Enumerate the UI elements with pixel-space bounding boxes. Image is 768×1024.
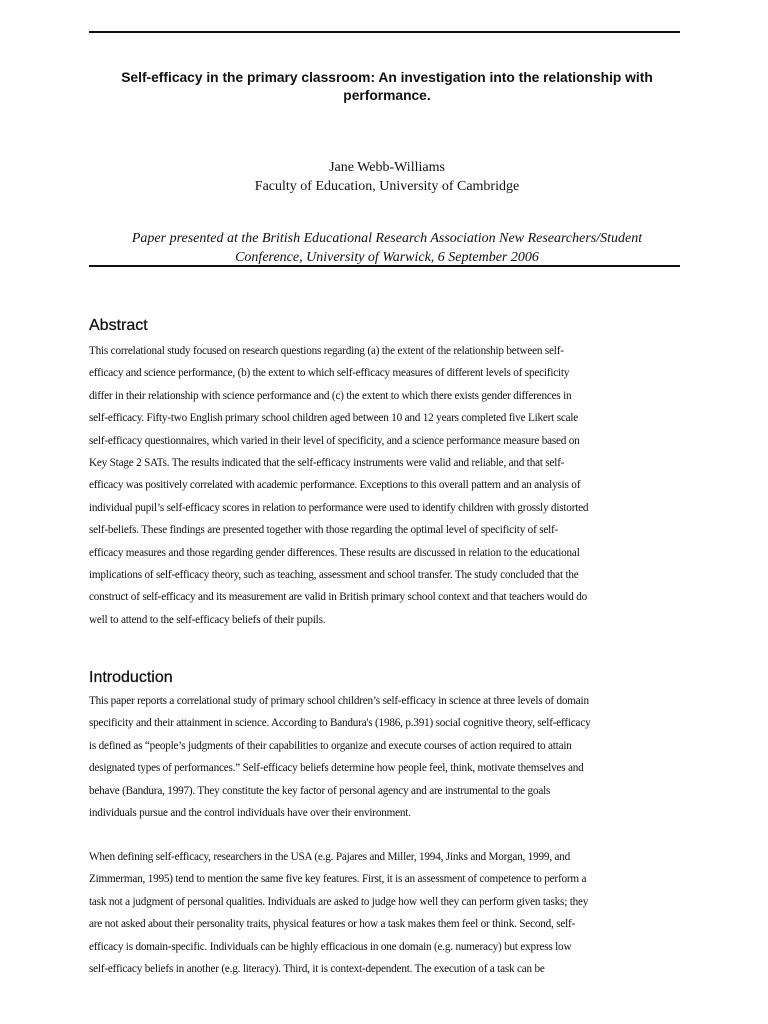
introduction-p2-line: are not asked about their personality traits, physical features or how a task makes them feel or think. Second, self- — [89, 918, 576, 931]
paper-title — [92, 69, 682, 105]
introduction-paragraph-1 — [89, 690, 683, 824]
introduction-p2-line: task not a judgment of personal qualities. Individuals are asked to judge how well they can perform given tasks; they — [89, 895, 589, 908]
abstract-line: efficacy measures and those regarding gender differences. These results are discussed in relation to the educational — [89, 546, 580, 559]
author-affiliation: Faculty of Education, University of Cambridge — [254, 179, 520, 194]
abstract-heading: Abstract — [89, 317, 148, 334]
introduction-p1-line: is defined as “people’s judgments of their capabilities to organize and execute courses of action required to attain — [89, 739, 572, 752]
abstract-line: self-efficacy. Fifty-two English primary school children aged between 10 and 12 years completed five Likert scale — [89, 412, 579, 425]
abstract-line: This correlational study focused on research questions regarding (a) the extent of the relationship between self- — [89, 345, 564, 357]
abstract-line: well to attend to the self-efficacy beliefs of their pupils. — [89, 613, 326, 626]
abstract-line: efficacy and science performance, (b) the extent to which self-efficacy measures of different levels of specificity — [89, 367, 570, 380]
introduction-p1-line: behave (Bandura, 1997). They constitute the key factor of personal agency and are instrumental to the goals — [89, 784, 551, 797]
introduction-p1-line: specificity and their attainment in science. According to Bandura's (1986, p.391) social cognitive theory, self-efficacy — [89, 717, 591, 730]
abstract-line: implications of self-efficacy theory, such as teaching, assessment and school transfer. The study concluded that the — [89, 568, 579, 581]
introduction-paragraph-2 — [89, 846, 683, 980]
introduction-p1-line: individuals pursue and the control individuals have over their environment. — [89, 806, 411, 819]
top-rule — [89, 31, 680, 33]
title-line-2: performance. — [343, 88, 431, 103]
header-bottom-rule — [89, 265, 680, 267]
introduction-p2-line: Zimmerman, 1995) tend to mention the same five key features. First, it is an assessment of competence to perform a — [89, 873, 587, 886]
conference-note — [92, 229, 682, 267]
conference-line-2: Conference, University of Warwick, 6 September 2006 — [235, 250, 539, 265]
abstract-line: self-efficacy questionnaires, which varied in their level of specificity, and a science performance measure based on — [89, 434, 580, 447]
introduction-p1-line: This paper reports a correlational study of primary school children’s self-efficacy in science at three levels of domain — [89, 695, 589, 707]
title-line-1: Self-efficacy in the primary classroom: An investigation into the relationship with — [121, 70, 653, 85]
conference-line-1: Paper presented at the British Educational Research Association New Researchers/Student — [131, 231, 643, 246]
introduction-p2-line: efficacy is domain-specific. Individuals can be highly efficacious in one domain (e.g. numeracy) but express low — [89, 940, 572, 953]
introduction-heading: Introduction — [89, 669, 173, 686]
introduction-p2-line: self-efficacy beliefs in another (e.g. literacy). Third, it is context-dependent. The execution of a task can be — [89, 962, 545, 975]
introduction-p1-line: designated types of performances.” Self-efficacy beliefs determine how people feel, think, motivate themselves and — [89, 762, 584, 775]
abstract-body — [89, 340, 683, 631]
abstract-line: Key Stage 2 SATs. The results indicated that the self-efficacy instruments were valid and reliable, and that self- — [89, 456, 565, 469]
introduction-p2-line: When defining self-efficacy, researchers in the USA (e.g. Pajares and Miller, 1994, Jinks and Morgan, 1999, and — [89, 851, 571, 863]
abstract-line: self-beliefs. These findings are presented together with those regarding the optimal level of specificity of self- — [89, 524, 559, 537]
abstract-line: efficacy was positively correlated with academic performance. Exceptions to this overall pattern and an analysis of — [89, 479, 581, 492]
author-block — [92, 158, 682, 196]
abstract-line: differ in their relationship with science performance and (c) the extent to which there exists gender differences in — [89, 389, 572, 402]
author-name: Jane Webb-Williams — [329, 160, 445, 175]
abstract-line: construct of self-efficacy and its measurement are valid in British primary school context and that teachers would do — [89, 591, 587, 604]
abstract-line: individual pupil’s self-efficacy scores in relation to performance were used to identify children with grossly distorted — [89, 501, 589, 514]
